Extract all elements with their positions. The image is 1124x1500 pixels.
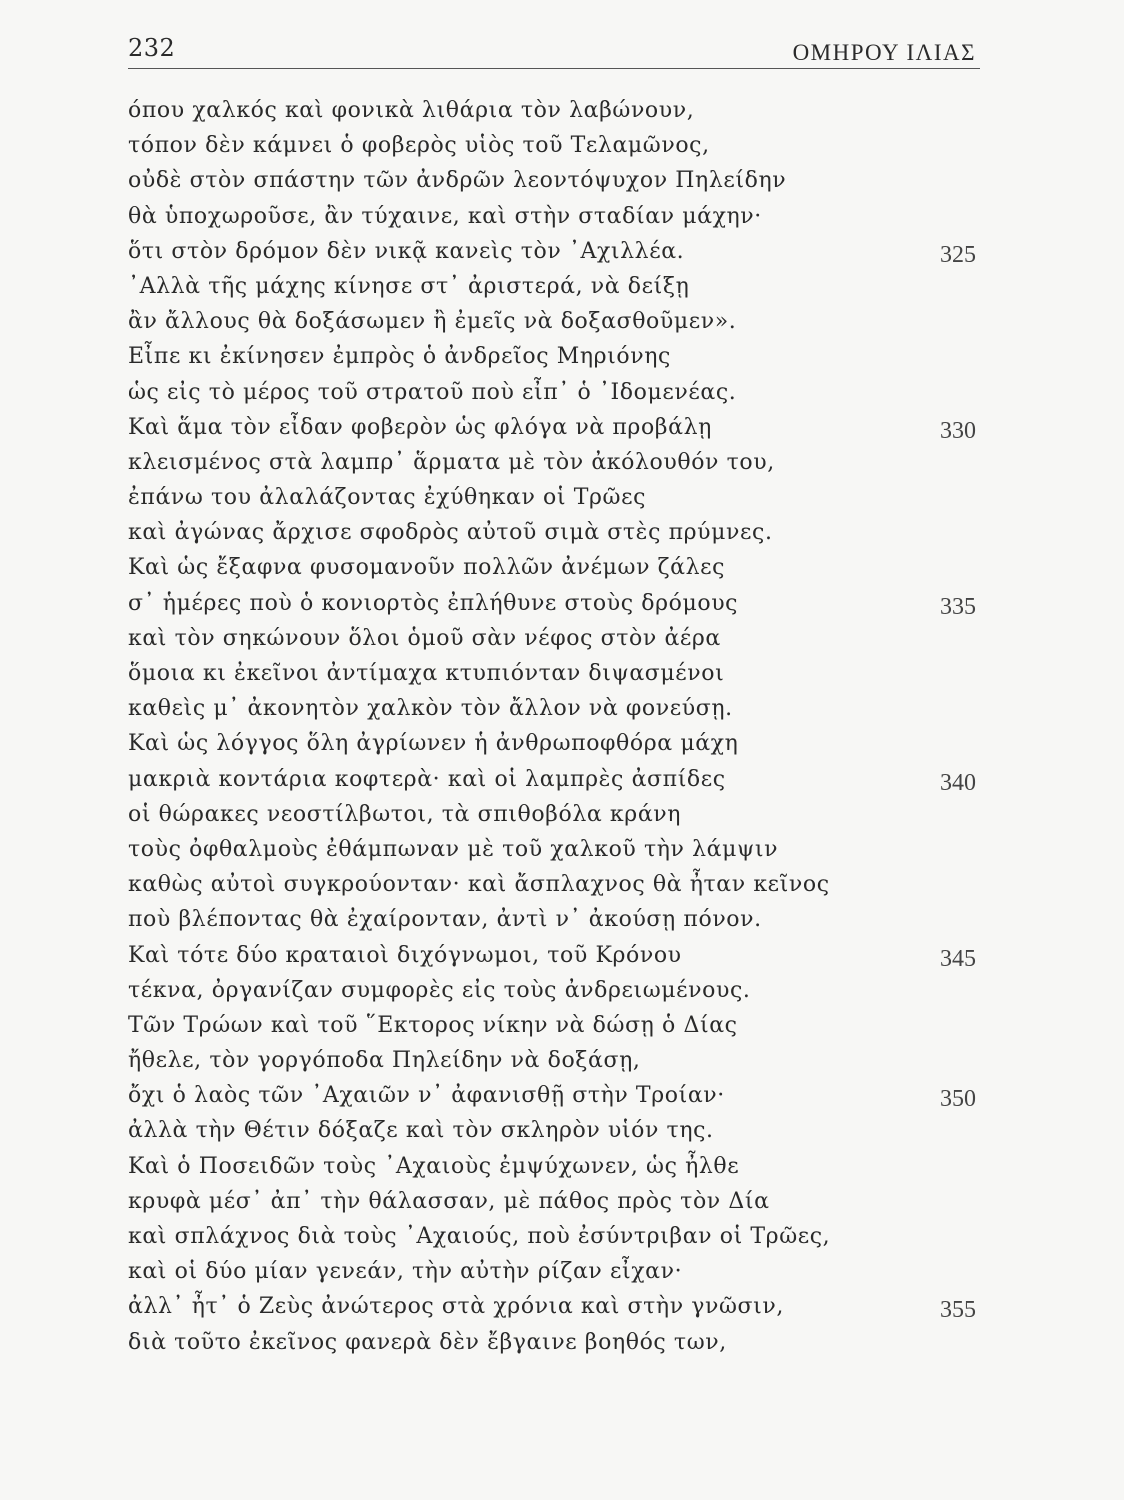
verse-text: καὶ οἱ δύο μίαν γενεάν, τὴν αὐτὴν ρίζαν εἶχαν· [128,1259,683,1285]
verse-text: ἂν ἄλλους θὰ δοξάσωμεν ἢ ἐμεῖς νὰ δοξασθοῦμεν». [128,309,737,335]
verse-text: καθὼς αὐτοὶ συγκρούονταν· καὶ ἄσπλαχνος θὰ ἦταν κεῖνος [128,872,830,898]
verse-text: όπου χαλκός καὶ φονικὰ λιθάρια τὸν λαβώνουν, [128,98,695,123]
verse-line [128,797,980,832]
verse-text: καὶ ἀγώνας ἄρχισε σφοδρὸς αὐτοῦ σιμὰ στὲς πρύμνες. [128,520,773,546]
line-number: 345 [940,945,976,972]
verse-text: ὅμοια κι ἐκεῖνοι ἀντίμαχα κτυπιόνταν διψασμένοι [128,661,725,686]
verse-line [128,1325,980,1360]
verse-text: ἀλλ᾿ ἦτ᾿ ὁ Ζεὺς ἀνώτερος στὰ χρόνια καὶ στὴν γνῶσιν, [128,1294,784,1320]
verse-line [128,234,980,269]
verse-line [128,1184,980,1219]
verse-line [128,938,980,973]
verse-text: Καὶ ὁ Ποσειδῶν τοὺς ᾿Αχαιοὺς ἐμψύχωνεν, ὡς ἦλθε [128,1153,740,1179]
verse-line [128,269,980,304]
verse-line [128,1043,980,1078]
verse-text: Καὶ ὡς λόγγος ὅλη ἀγρίωνεν ἡ ἀνθρωποφθόρα μάχη [128,731,739,757]
header-rule [128,68,980,69]
verse-text: διὰ τοῦτο ἐκεῖνος φανερὰ δὲν ἔβγαινε βοηθός των, [128,1329,727,1355]
verse-line [128,480,980,515]
verse-line [128,1289,980,1324]
verse-line [128,410,980,445]
verse-text: ἀλλὰ τὴν Θέτιν δόξαζε καὶ τὸν σκληρὸν υἱόν της. [128,1118,714,1144]
verse-line [128,304,980,339]
verse-line [128,445,980,480]
verse-text: οἱ θώρακες νεοστίλβωτοι, τὰ σπιθοβόλα κράνη [128,801,682,827]
line-number: 355 [940,1297,976,1324]
verse-text: ποὺ βλέποντας θὰ ἐχαίρονταν, ἀντὶ ν᾿ ἀκούσῃ πόνον. [128,907,762,933]
verse-line [128,1078,980,1113]
verse-text: Καὶ ἅμα τὸν εἶδαν φοβερὸν ὡς φλόγα νὰ προβάλῃ [128,414,712,440]
verse-line [128,1008,980,1043]
verse-text: τοὺς ὀφθαλμοὺς ἐθάμπωναν μὲ τοῦ χαλκοῦ τὴν λάμψιν [128,836,779,862]
verse-line [128,973,980,1008]
verse-text: ὡς εἰς τὸ μέρος τοῦ στρατοῦ ποὺ εἶπ᾿ ὁ ᾿Ιδομενέας. [128,379,737,405]
verse-line [128,691,980,726]
line-number: 335 [940,593,976,620]
running-title: ΟΜΗΡΟΥ ΙΛΙΑΣ [792,40,976,65]
verse-line [128,1254,980,1289]
verse-text: ὄχι ὁ λαὸς τῶν ᾿Αχαιῶν ν᾿ ἀφανισθῇ στὴν Τροίαν· [128,1083,725,1109]
verse-line [128,726,980,761]
line-number: 340 [940,769,976,796]
verse-text: κρυφὰ μέσ᾿ ἀπ᾿ τὴν θάλασσαν, μὲ πάθος πρὸς τὸν Δία [128,1188,770,1214]
verse-line [128,762,980,797]
verse-text: Εἶπε κι ἐκίνησεν ἐμπρὸς ὁ ἀνδρεῖος Μηριόνης [128,344,671,370]
verse-line [128,515,980,550]
verse-line [128,1219,980,1254]
verse-line [128,550,980,585]
line-number: 350 [940,1086,976,1113]
verse-text: ἐπάνω του ἀλαλάζοντας ἐχύθηκαν οἱ Τρῶες [128,485,646,511]
verse-line [128,128,980,163]
verse-body [128,93,980,1360]
page-number: 232 [128,34,176,62]
verse-text: μακριὰ κοντάρια κοφτερὰ· καὶ οἱ λαμπρὲς ἀσπίδες [128,766,726,792]
verse-text: τόπον δὲν κάμνει ὁ φοβερὸς υἱὸς τοῦ Τελαμῶνος, [128,133,710,159]
verse-text: ᾿Αλλὰ τῆς μάχης κίνησε στ᾿ ἀριστερά, νὰ δείξῃ [128,273,690,299]
line-number: 330 [940,417,976,444]
verse-line [128,339,980,374]
verse-text: ἤθελε, τὸν γοργόποδα Πηλείδην νὰ δοξάσῃ, [128,1048,641,1074]
verse-text: καὶ σπλάχνος διὰ τοὺς ᾿Αχαιούς, ποὺ ἐσύντριβαν οἱ Τρῶες, [128,1224,831,1249]
verse-text: κλεισμένος στὰ λαμπρ᾿ ἅρματα μὲ τὸν ἀκόλουθόν του, [128,449,775,475]
verse-line [128,199,980,234]
verse-text: σ᾿ ἡμέρες ποὺ ὁ κονιορτὸς ἐπλήθυνε στοὺς δρόμους [128,590,739,616]
verse-text: Καὶ τότε δύο κραταιοὶ διχόγνωμοι, τοῦ Κρόνου [128,942,682,968]
verse-line [128,656,980,691]
verse-line [128,902,980,937]
verse-text: καὶ τὸν σηκώνουν ὅλοι ὁμοῦ σὰν νέφος στὸν ἀέρα [128,625,721,651]
verse-text: καθεὶς μ᾿ ἀκονητὸν χαλκὸν τὸν ἄλλον νὰ φονεύσῃ. [128,696,733,722]
verse-line [128,586,980,621]
verse-text: οὐδὲ στὸν σπάστην τῶν ἀνδρῶν λεοντόψυχον Πηλείδην [128,168,787,194]
verse-text: Καὶ ὡς ἔξαφνα φυσομανοῦν πολλῶν ἀνέμων ζάλες [128,555,726,581]
verse-text: Τῶν Τρώων καὶ τοῦ ῞Εκτορος νίκην νὰ δώσῃ ὁ Δίας [128,1012,738,1038]
line-number: 325 [940,241,976,268]
verse-line [128,375,980,410]
verse-text: ὅτι στὸν δρόμον δὲν νικᾷ κανεὶς τὸν ᾿Αχιλλέα. [128,238,685,264]
verse-line [128,621,980,656]
verse-line [128,832,980,867]
verse-line [128,1113,980,1148]
verse-line [128,867,980,902]
verse-text: θὰ ὑποχωροῦσε, ἂν τύχαινε, καὶ στὴν σταδίαν μάχην· [128,203,762,229]
verse-text: τέκνα, ὀργανίζαν συμφορὲς εἰς τοὺς ἀνδρειωμένους. [128,977,751,1003]
verse-line [128,163,980,198]
verse-line [128,1149,980,1184]
page-header [128,30,980,70]
verse-line [128,93,980,128]
